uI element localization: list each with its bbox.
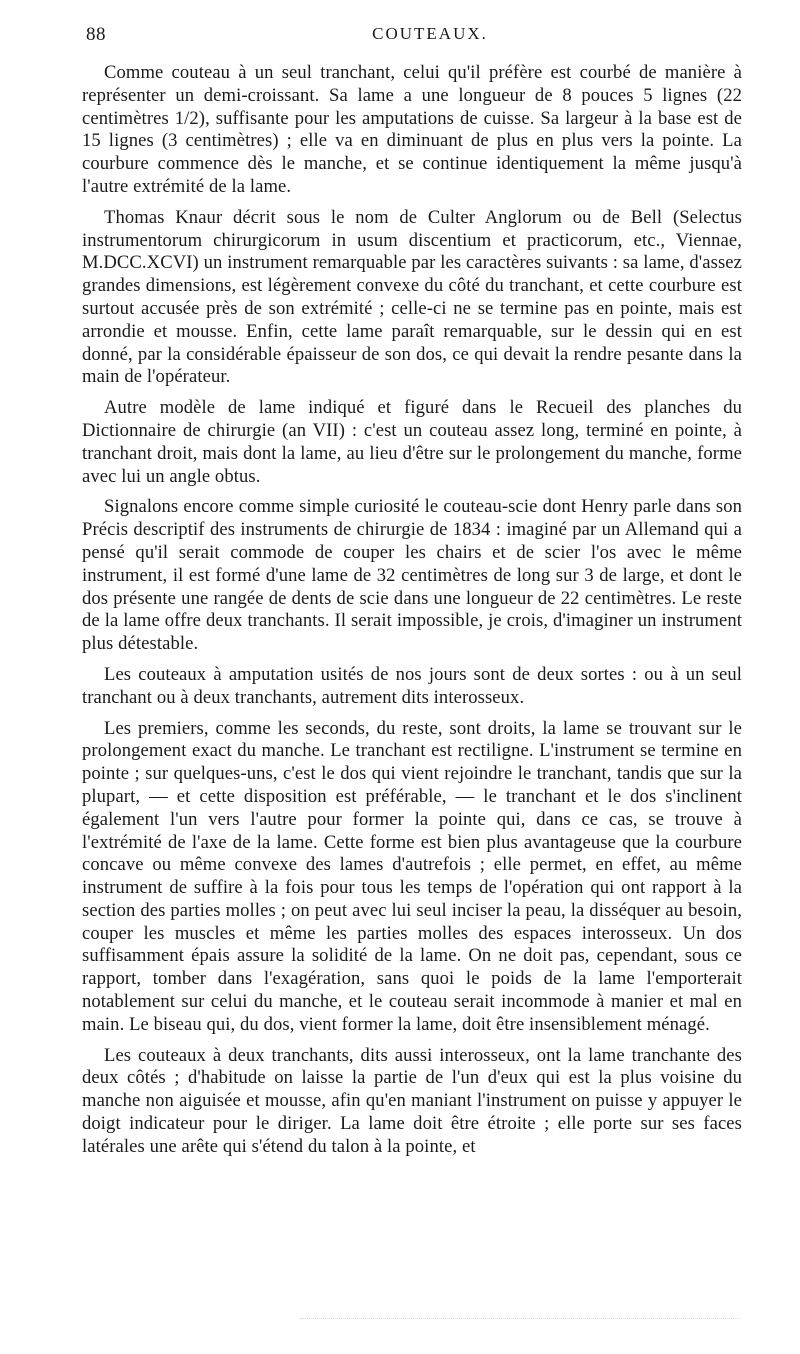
running-title: COUTEAUX. — [372, 24, 488, 43]
paragraph-culter-anglorum: Thomas Knaur décrit sous le nom de Culter Anglorum ou de Bell (Selectus instrumentorum chirurgicorum in usum discentium et practicorum, etc., Viennae, M.DCC.XCVI) un instrument remarquable par les caractères suivants : sa lame, d'assez grandes dimensions, est légèrement convexe du côté du tranchant, et cette courbure est surtout accusée près de son extrémité ; celle-ci ne se termine pas en pointe, mais est arrondie et mousse. Enfin, cette lame paraît remarquable, sur le dessin qui en est donné, par la considérable épaisseur de son dos, ce qui devait la rendre pesante dans la main de l'opérateur. — [82, 206, 742, 388]
paragraph-curved-knife: Comme couteau à un seul tranchant, celui qu'il préfère est courbé de manière à représenter un demi-croissant. Sa lame a une longueur de 8 pouces 5 lignes (22 centimètres 1/2), suffisante pour les amputations de cuisse. Sa largeur à la base est de 15 lignes (3 centimètres) ; elle va en diminuant de plus en plus vers la pointe. La courbure commence dès le manche, et se continue identiquement la même jusqu'à l'autre extrémité de la lame. — [82, 62, 742, 197]
body-text — [82, 62, 742, 1159]
paragraph-two-types: Les couteaux à amputation usités de nos jours sont de deux sortes : ou à un seul tranchant ou à deux tranchants, autrement dits interosseux. — [82, 663, 742, 708]
paragraph-couteau-scie: Signalons encore comme simple curiosité le couteau-scie dont Henry parle dans son Précis descriptif des instruments de chirurgie de 1834 : imaginé par un Allemand qui a pensé qu'il serait commode de couper les chairs et de scier l'os avec le même instrument, il est formé d'une lame de 32 centimètres de long sur 3 de large, et dont le dos présente une rangée de dents de scie dans une longueur de 22 centimètres. Le reste de la lame offre deux tranchants. Il serait impossible, je crois, d'imaginer un instrument plus détestable. — [82, 496, 742, 655]
paragraph-single-edge: Les premiers, comme les seconds, du reste, sont droits, la lame se trouvant sur le prolongement exact du manche. Le tranchant est rectiligne. L'instrument se termine en pointe ; sur quelques-uns, c'est le dos qui vient rejoindre le tranchant, tandis que sur la plupart, — et cette disposition est préférable, — le tranchant et le dos s'inclinent également l'un vers l'autre pour former la pointe qui, dans ce cas, se trouve à l'extrémité de l'axe de la lame. Cette forme est bien plus avantageuse que la courbure concave ou même convexe des lames d'autrefois ; elle permet, en effet, au même instrument de suffire à la fois pour tous les temps de l'opération qui ont rapport à la section des parties molles ; on peut avec lui seul inciser la peau, la disséquer au besoin, couper les muscles et même les parties molles des espaces interosseux. Un dos suffisamment épais assure la solidité de la lame. On ne doit pas, cependant, sous ce rapport, tomber dans l'exagération, sans quoi le poids de la lame l'emporterait notablement sur celui du manche, et le couteau serait incommode à manier et mal en main. Le biseau qui, du dos, vient former la lame, doit être insensiblement ménagé. — [82, 717, 742, 1035]
scan-marks — [300, 1318, 740, 1325]
paragraph-dictionnaire-model: Autre modèle de lame indiqué et figuré dans le Recueil des planches du Dictionnaire de chirurgie (an VII) : c'est un couteau assez long, terminé en pointe, à tranchant droit, mais dont la lame, au lieu d'être sur le prolongement du manche, forme avec lui un angle obtus. — [82, 397, 742, 487]
page-header — [86, 24, 746, 50]
paragraph-double-edge: Les couteaux à deux tranchants, dits aussi interosseux, ont la lame tranchante des deux côtés ; d'habitude on laisse la partie de l'un d'eux qui est la plus voisine du manche non aiguisée et mousse, afin qu'en maniant l'instrument on puisse y appuyer le doigt indicateur pour le diriger. La lame doit être étroite ; elle porte sur ses faces latérales une arête qui s'étend du talon à la pointe, et — [82, 1044, 742, 1157]
page-number: 88 — [86, 24, 106, 45]
